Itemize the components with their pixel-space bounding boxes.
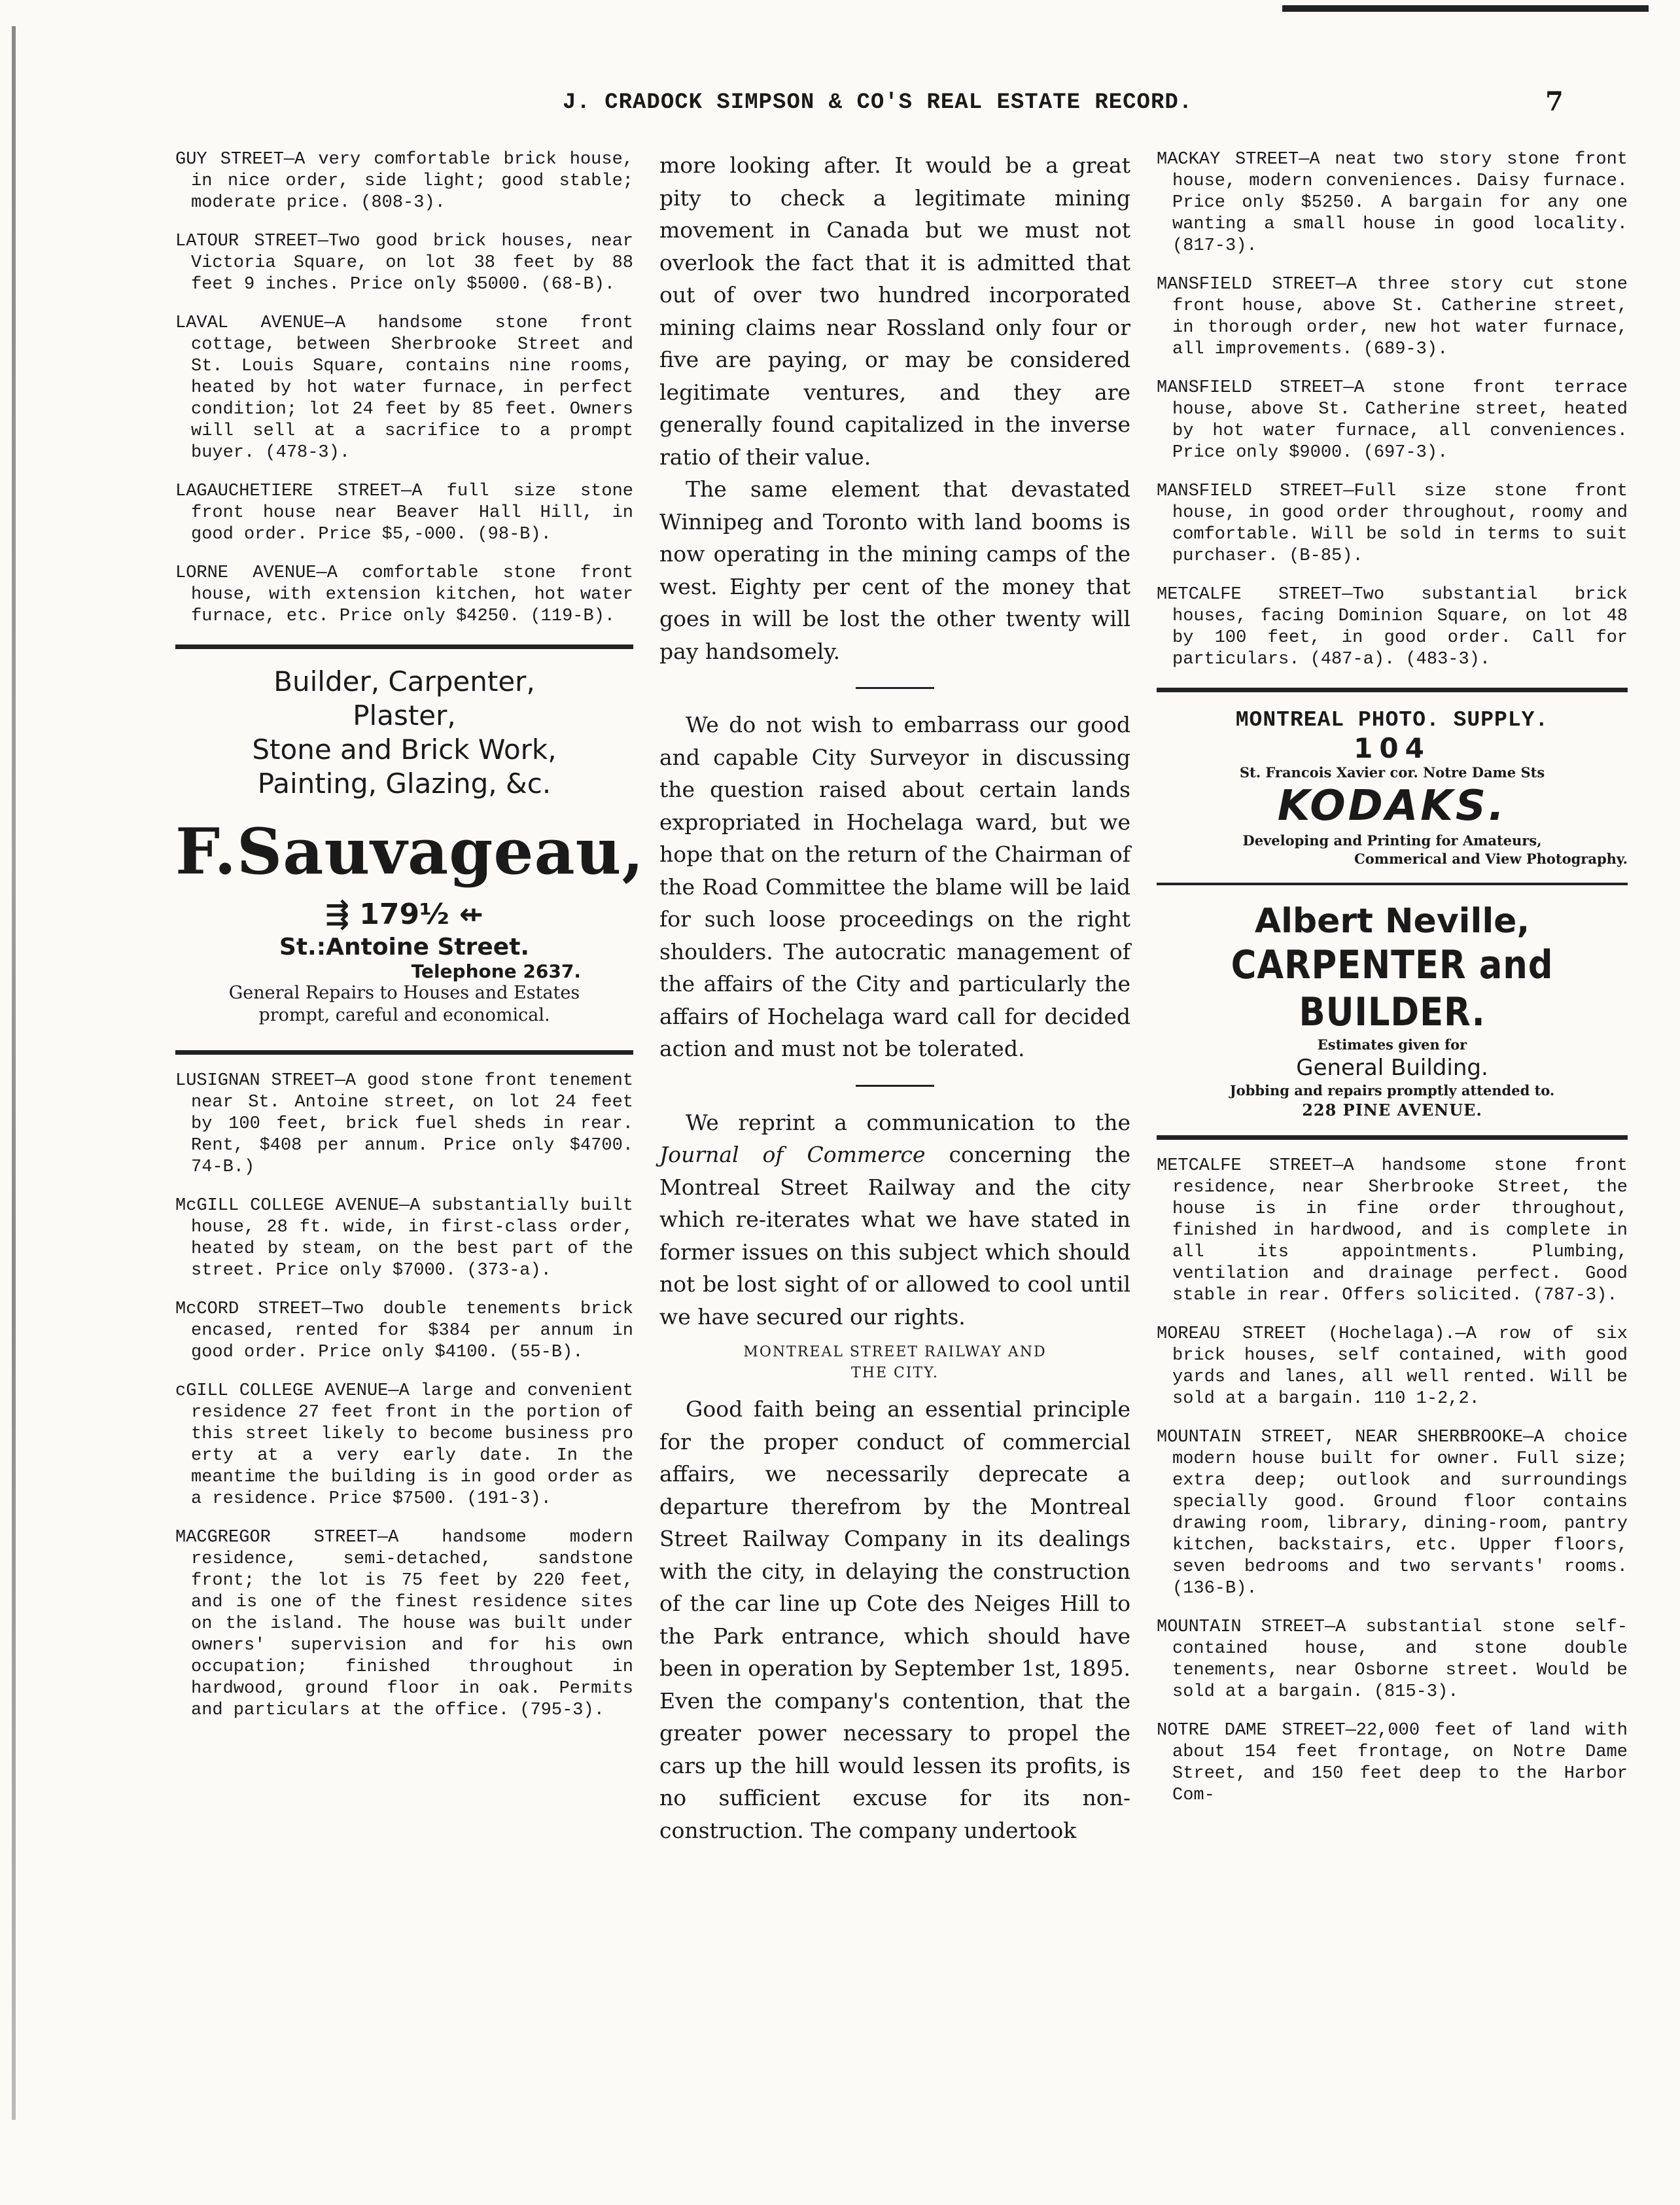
listing-lusignan-street: LUSIGNAN STREET—A good stone front tenement near St. Antoine street, on lot 24 feet by 100 feet, brick fuel sheds in rear. Rent, $408 per annum. Price only $4700. 74-B.) [175, 1071, 633, 1177]
listing-mansfield-street-2: MANSFIELD STREET—A stone front terrace house, above St. Catherine street, heated by hot water furnace, all conveniences. Price only $9000. (697-3). [1157, 378, 1628, 463]
journal-title: Journal of Commerce [659, 1142, 926, 1167]
top-edge-rule [1282, 5, 1649, 12]
ad-street-number: ⇶ 179½ ⇷ [325, 898, 483, 931]
ad-address: 228 PINE AVENUE. [1302, 1101, 1482, 1120]
ad-estimates: Estimates given for [1317, 1036, 1467, 1053]
ad-address: St. Francois Xavier cor. Notre Dame Sts [1239, 764, 1545, 781]
listing-mountain-street: MOUNTAIN STREET, NEAR SHERBROOKE—A choice modern house built for owner. Full size; extra deep; outlook and surroundings specially good. Ground floor contains drawing room, library, dining-room, pantry kitchen, backstairs, etc. Upper floors, seven bedrooms and two servants' rooms. (136-B). [1157, 1428, 1628, 1598]
ad-jobbing: Jobbing and repairs promptly attended to. [1229, 1082, 1555, 1099]
ad-trade-line: Stone and Brick Work, [252, 733, 557, 766]
section-rule [1157, 883, 1628, 885]
section-rule [175, 1050, 633, 1055]
section-divider [856, 687, 934, 689]
ad-telephone: Telephone 2637. [411, 961, 581, 982]
editorial-paragraph [659, 1106, 1130, 1333]
ad-note: prompt, careful and economical. [258, 1005, 550, 1025]
editorial-paragraph: more looking after. It would be a great pity to check a legitimate mining movement in Canada but we must not overlook the fact that it is admitted that out of over two hundred incorporated mining claims near Rossland only four or five are paying, or may be considered legitimate ventures, and they are generally found capitalized in the inverse ratio of their value. [659, 152, 1130, 470]
listing-guy-street: GUY STREET—A very comfortable brick house, in nice order, side light; good stable; moderate price. (808-3). [175, 150, 633, 213]
ad-street: St.:Antoine Street. [279, 934, 530, 961]
ad-montreal-photo-supply [1157, 708, 1628, 868]
section-divider [856, 1085, 934, 1087]
listing-lagauchetiere-street: LAGAUCHETIERE STREET—A full size stone front house near Beaver Hall Hill, in good order. Price $5,-000. (98-B). [175, 482, 633, 544]
ad-kodaks: KODAKS. [1277, 782, 1507, 830]
listing-latour-street: LATOUR STREET—Two good brick houses, near Victoria Square, on lot 38 feet by 88 feet 9 inches. Price only $5000. (68-B). [175, 232, 633, 294]
article-subhead [659, 1342, 1130, 1384]
listing-mountain-street-2: MOUNTAIN STREET—A substantial stone self-contained house, and stone double tenements, near Osborne street. Would be sold at a bargain. (815-3). [1157, 1617, 1628, 1702]
subhead-line: MONTREAL STREET RAILWAY AND [743, 1344, 1047, 1360]
scan-margin-edge [12, 26, 16, 2120]
ad-albert-neville [1157, 901, 1628, 1121]
ad-title: MONTREAL PHOTO. SUPPLY. [1235, 708, 1549, 732]
editorial-paragraph: We do not wish to embarrass our good and capable City Surveyor in discussing the question raised about certain lands expropriated in Hochelaga ward, but we hope that on the return of the Chairman of the Road Committee the blame will be laid for such loose proceedings on the right shoulders. The autocratic management of the affairs of the City and particularly the affairs of Hochelaga ward call for decided action and must not be tolerated. [659, 712, 1130, 1061]
listing-mcgill-college-avenue: McGILL COLLEGE AVENUE—A substantially built house, 28 ft. wide, in first-class order, heated by steam, on the best part of the street. Price only $7000. (373-a). [175, 1196, 633, 1280]
section-rule [1157, 1135, 1628, 1140]
subhead-line: THE CITY. [851, 1365, 939, 1381]
listing-macgregor-street: MACGREGOR STREET—A handsome modern residence, semi-detached, sandstone front; the lot is 75 feet by 220 feet, and is one of the finest residence sites on the island. The house was built under owners' supervision and for his own occupation; finished throughout in hardwood, ground floor in oak. Permits and particulars at the office. (795-3). [175, 1528, 633, 1720]
listing-mcgill-college-avenue-2: cGILL COLLEGE AVENUE—A large and convenient residence 27 feet front in the portion of this street likely to become business pro erty at a very early date. In the meantime the building is in good order as a residence. Price $7500. (191-3). [175, 1381, 633, 1509]
listing-lorne-avenue: LORNE AVENUE—A comfortable stone front house, with extension kitchen, hot water furnace, etc. Price only $4250. (119-B). [175, 563, 633, 626]
ad-business-name: F.Sauvageau, [175, 815, 644, 889]
listing-moreau-street: MOREAU STREET (Hochelaga).—A row of six brick houses, self contained, with good yards and lanes, all well rented. Will be sold at a bargain. 110 1-2,2. [1157, 1324, 1628, 1409]
paragraph-text: concerning the Montreal Street Railway and the city which re-iterates what we have stated in former issues on this subject which should not be lost sight of or allowed to cool until we have secured our rights. [659, 1142, 1130, 1330]
ad-street-number: 104 [1354, 732, 1431, 764]
paragraph-text: We reprint a communication to the [686, 1109, 1130, 1135]
ad-trade-line: Plaster, [353, 699, 456, 732]
ad-trade-line: Painting, Glazing, &c. [257, 767, 551, 800]
listing-notre-dame-street: NOTRE DAME STREET—22,000 feet of land with about 154 feet frontage, on Notre Dame Street, and 150 feet deep to the Harbor Com- [1157, 1721, 1628, 1805]
listing-laval-avenue: LAVAL AVENUE—A handsome stone front cottage, between Sherbrooke Street and St. Louis Square, contains nine rooms, heated by hot water furnace, in perfect condition; lot 24 feet by 85 feet. Owners will sell at a sacrifice to a prompt buyer. (478-3). [175, 313, 633, 463]
column-right [1157, 149, 1628, 1824]
editorial-paragraph: The same element that devastated Winnipeg and Toronto with land booms is now operating in the mining camps of the west. Eighty per cent of the money that goes in will be lost the other twenty will pay handsomely. [659, 476, 1130, 664]
section-rule [175, 644, 633, 649]
ad-sauvageau [175, 665, 644, 1027]
listing-mackay-street: MACKAY STREET—A neat two story stone front house, modern conveniences. Daisy furnace. Price only $5250. A bargain for any one wanting a small house in good locality. (817-3). [1157, 150, 1628, 256]
ad-services: Commerical and View Photography. [1354, 851, 1628, 867]
ad-business-name: Albert Neville, [1254, 902, 1530, 941]
column-middle [659, 149, 1130, 1846]
listing-metcalfe-street-2: METCALFE STREET—A handsome stone front residence, near Sherbrooke Street, the house is in fine order throughout, finished in hardwood, and is complete in all its appointments. Plumbing, ventilation and drainage perfect. Good stable in rear. Offers solicited. (787-3). [1157, 1156, 1628, 1305]
page-number: 7 [1545, 86, 1564, 117]
ad-general-building: General Building. [1296, 1055, 1488, 1081]
ad-note: General Repairs to Houses and Estates [228, 983, 580, 1003]
ad-trade-line: Builder, Carpenter, [273, 665, 535, 697]
running-header: J. CRADOCK SIMPSON & CO'S REAL ESTATE RECORD. [563, 90, 1193, 115]
ad-services: Developing and Printing for Amateurs, [1242, 832, 1542, 849]
article-paragraph: Good faith being an essential principle for the proper conduct of commercial affairs, we necessarily deprecate a departure therefrom by the Montreal Street Railway Company in its dealings with the city, in delaying the construction of the car line up Cote des Neiges Hill to the Park entrance, which should have been in operation by September 1st, 1895. Even the company's contention, that the greater power necessary to propel the cars up the hill would lessen its profits, is no sufficient excuse for its non-construction. The company undertook [659, 1396, 1130, 1843]
column-left [175, 149, 644, 1738]
listing-mansfield-street-3: MANSFIELD STREET—Full size stone front house, in good order throughout, roomy and comfortable. Will be sold in terms to suit purchaser. (B-85). [1157, 482, 1628, 566]
listing-metcalfe-street: METCALFE STREET—Two substantial brick houses, facing Dominion Square, on lot 48 by 100 feet, in good order. Call for particulars. (487-a). (483-3). [1157, 585, 1628, 669]
listing-mccord-street: McCORD STREET—Two double tenements brick encased, rented for $384 per annum in good order. Price only $4100. (55-B). [175, 1299, 633, 1362]
ad-trade: CARPENTER and BUILDER. [1231, 942, 1554, 1035]
section-rule [1157, 688, 1628, 692]
listing-mansfield-street: MANSFIELD STREET—A three story cut stone front house, above St. Catherine street, in thorough order, new hot water furnace, all improvements. (689-3). [1157, 275, 1628, 359]
